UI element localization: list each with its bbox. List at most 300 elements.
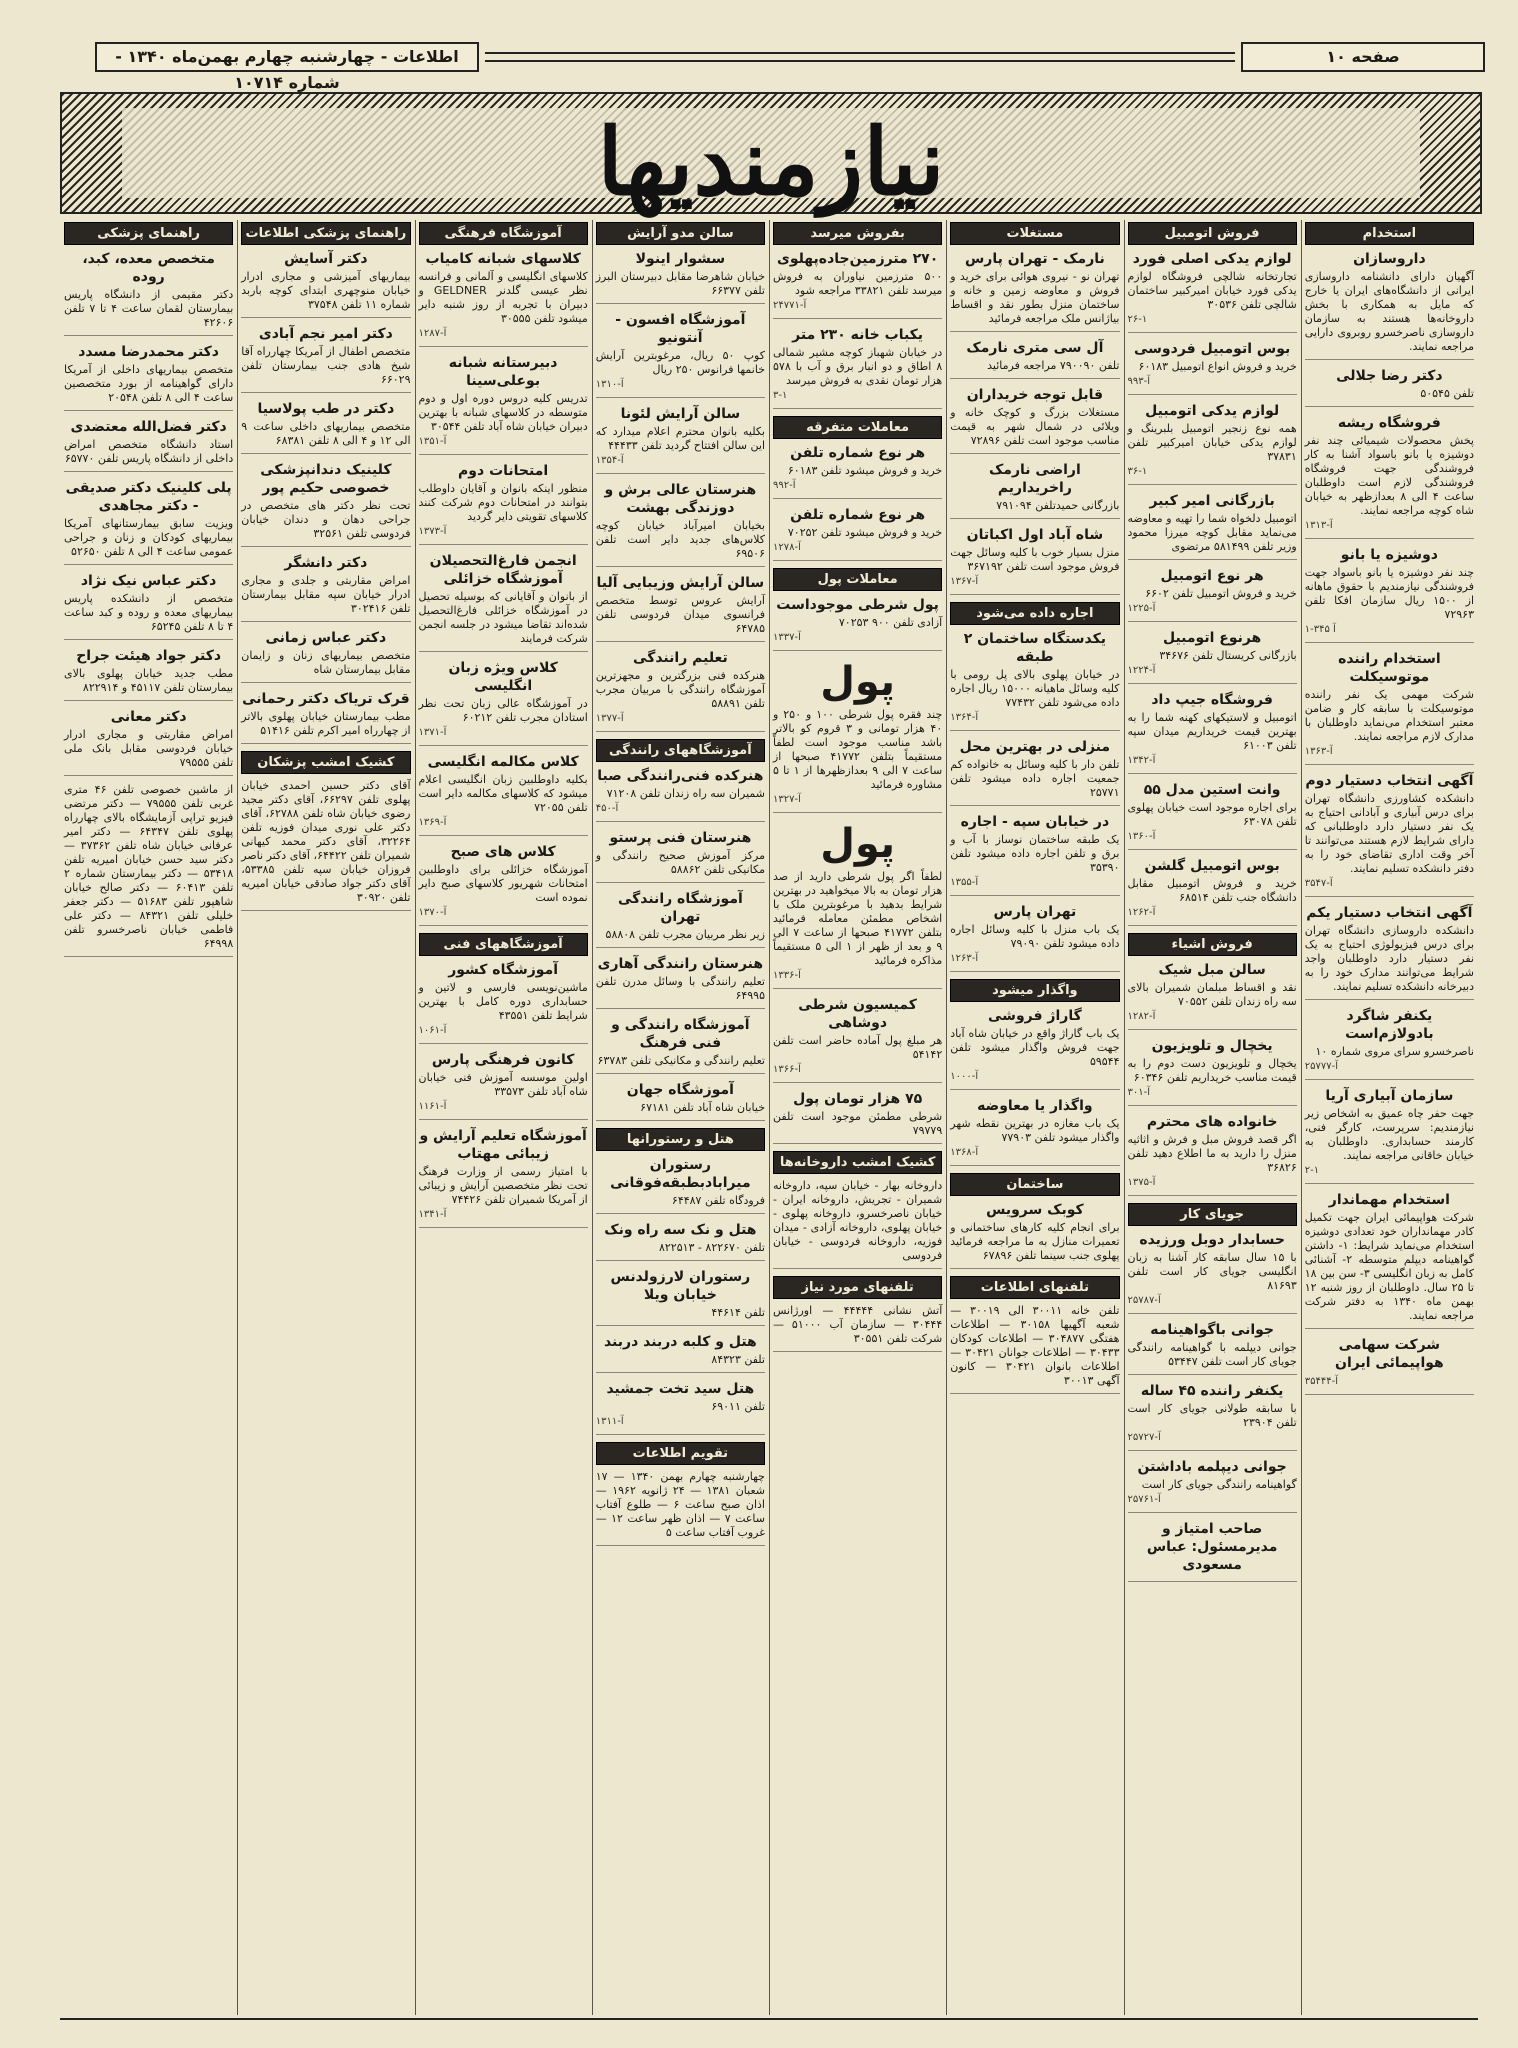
section-header: کشیک امشب پزشکان xyxy=(241,751,410,774)
ad-body: با ۱۵ سال سابقه کار آشنا به زبان انگلیسی جویای کار است تلفن ۸۱۶۹۳ xyxy=(1127,1251,1297,1292)
classified-ad xyxy=(950,1304,1119,1394)
ad-body: در آموزشگاه عالی زبان تحت نظر استادان مجرب تلفن ۶۰۲۱۲ xyxy=(418,697,588,724)
classified-ad xyxy=(596,829,765,883)
ad-title: کانون فرهنگی پارس xyxy=(431,1052,575,1068)
ad-body: ناصرخسرو سرای مروی شماره ۱۰ xyxy=(1315,1045,1474,1058)
ad-body: منزل بسیار خوب با کلیه وسائل جهت فروش موجود است تلفن ۳۶۷۱۹۲ xyxy=(950,546,1120,573)
ad-title: فروشگاه جیپ داد xyxy=(1151,692,1273,708)
ad-body: هر مبلغ پول آماده حاضر است تلفن ۵۴۱۴۲ xyxy=(773,1034,943,1061)
ad-body: جوانی دیپلمه با گواهینامه رانندگی جویای کار است تلفن ۵۳۴۴۷ xyxy=(1127,1341,1297,1368)
ad-reference-number: ۱۳۱۳-آ xyxy=(1304,520,1333,531)
ad-title: ۷۵ هزار تومان پول xyxy=(793,1091,923,1107)
ad-reference-number: ۳۵۴۷-آ xyxy=(1304,878,1333,889)
column-rule xyxy=(1124,220,1125,2015)
classified-ad xyxy=(596,890,765,948)
ad-title: صاحب امتیاز و مدیرمسئول: عباس مسعودی xyxy=(1146,1521,1278,1573)
ad-body: اولین موسسه آموزش فنی خیابان شاه آباد تلفن ۳۳۵۷۳ xyxy=(418,1071,588,1098)
ad-body: اگر قصد فروش مبل و فرش و اثاثیه منزل را دارید به ما اطلاع دهید تلفن ۳۶۸۲۶ xyxy=(1127,1133,1297,1174)
ad-title: دبیرستانه شبانه بوعلی‌سینا xyxy=(448,355,558,389)
ad-title: بوس اتومبیل گلشن xyxy=(1144,858,1280,874)
ad-body: متخصص بیماریهای زنان و زایمان مقابل بیمارستان شاه xyxy=(241,649,411,676)
ad-title: هنرستان رانندگی آهاری xyxy=(597,956,764,972)
ad-body: چهارشنبه چهارم بهمن ۱۳۴۰ — ۱۷ شعبان ۱۳۸۱ — ۲۴ ژانویه ۱۹۶۲ — اذان صبح ساعت ۶ — طلوع آفتاب ساعت ۷ — اذان ظهر ساعت ۱۲ — غروب آفتاب ساعت ۵ xyxy=(595,1470,765,1539)
ad-reference-number: ۱۳۷۰-آ xyxy=(418,907,447,918)
ad-title: بوس اتومبیل فردوسی xyxy=(1134,341,1291,357)
ad-title: پلی کلینیک دکتر صدیقی - دکتر مجاهدی xyxy=(65,480,232,514)
ad-body: بکلیه داوطلبین زبان انگلیسی اعلام میشود که کلاسهای مکالمه دایر است تلفن ۷۲۰۵۵ xyxy=(418,773,588,814)
column-5 xyxy=(592,220,769,2015)
classified-ad xyxy=(241,629,410,683)
ad-title: هنرستان فنی پرستو xyxy=(609,830,752,846)
classified-ad xyxy=(419,250,588,347)
ad-body: مرکز آموزش صحیح رانندگی و مکانیکی تلفن ۵۸۸۶۲ xyxy=(595,849,765,876)
ad-title: رستوران میرابادبطبقه‌فوقانی xyxy=(610,1157,751,1191)
ad-body: مطب بیمارستان خیابان پهلوی بالاتر از چهارراه امیر اکرم تلفن ۵۱۴۱۶ xyxy=(241,710,411,737)
column-rule xyxy=(769,220,770,2015)
ad-body: تحت نظر دکتر های متخصص در جراحی دهان و دندان خیابان فردوسی تلفن ۳۲۵۶۱ xyxy=(241,499,411,540)
classified-ad xyxy=(419,552,588,652)
ad-body: تلفن ۵۰۵۴۵ xyxy=(1420,387,1474,400)
classified-ad xyxy=(773,1090,942,1144)
classified-ad xyxy=(1128,250,1297,333)
ad-title: آگهی انتخاب دستیار یکم xyxy=(1306,905,1473,921)
ad-title: کلاس های صبح xyxy=(450,844,556,860)
ad-reference-number: ۹۹۳-آ xyxy=(1127,376,1151,387)
ad-title: آموزشگاه جهان xyxy=(626,1082,734,1098)
ad-body: هنرکده فنی بزرگترین و مجهزترین آموزشگاه رانندگی با مربیان مجرب تلفن ۵۸۸۹۱ xyxy=(595,669,765,710)
ad-title: استخدام مهماندار xyxy=(1328,1192,1450,1208)
ad-body: تلفن ۸۴۳۲۳ xyxy=(711,1353,765,1366)
classified-ad xyxy=(1305,1007,1474,1080)
classified-ad xyxy=(950,1007,1119,1090)
ad-body: خرید و فروش اتومبیل مقابل دانشگاه جنب تلفن ۶۸۵۱۴ xyxy=(1127,877,1297,904)
ad-reference-number: ۱۲۲۴-آ xyxy=(1127,665,1156,676)
ad-body: آگهیان دارای دانشنامه داروسازی ایرانی از دانشگاه‌های ایران یا خارج که مایل به همکاری با بخش داروخانه‌ها هستند به سازمان داروسازی ناصرخسرو روبروی دارایی مراجعه نمایند. xyxy=(1304,270,1474,353)
ad-reference-number: ۱۰۶۱-آ xyxy=(418,1025,447,1036)
section-header: تلفنهای مورد نیاز xyxy=(773,1276,942,1299)
ad-reference-number: ۱۳۷۵-آ xyxy=(1127,1177,1156,1188)
ad-title: دکتر محمدرضا مسدد xyxy=(78,344,219,360)
ad-body: متخصص از دانشکده پاریس بیماریهای معده و روده و کبد ساعت ۴ تا ۸ تلفن ۶۵۲۴۵ xyxy=(64,592,234,633)
classified-ad xyxy=(1128,781,1297,850)
classified-ad xyxy=(1128,340,1297,395)
section-header: ساختمان xyxy=(950,1173,1119,1196)
classified-ad xyxy=(596,1016,765,1074)
classified-ad xyxy=(1305,1336,1474,1395)
ad-title: هر نوع شماره تلفن xyxy=(790,507,926,523)
classified-ad xyxy=(596,1156,765,1214)
ad-body: نقد و اقساط مبلمان شمیران بالای سه راه زندان تلفن ۷۰۵۵۲ xyxy=(1127,981,1297,1008)
ad-body: در خیابان پهلوی بالای پل رومی با کلیه وسائل ماهیانه ۱۵۰۰۰ ریال اجاره داده می‌شود تلفن ۷۷۴۳۲ xyxy=(950,668,1120,709)
section-header: آموزشگاه فرهنگی xyxy=(419,222,588,245)
classified-ad xyxy=(419,659,588,746)
classified-ad xyxy=(950,461,1119,519)
ad-title: آل سی متری نارمک xyxy=(966,340,1104,356)
classified-ad xyxy=(950,1097,1119,1166)
ad-title: پول xyxy=(820,659,896,705)
ad-title: قرک تریاک دکتر رحمانی xyxy=(242,691,410,707)
ad-title: دکتر عباس زمانی xyxy=(265,630,387,646)
ad-reference-number: ۲۵۷۶۱-آ xyxy=(1127,1494,1161,1505)
ad-title: شرکت سهامی هواپیمائی ایران xyxy=(1335,1337,1444,1371)
classified-ad xyxy=(241,461,410,547)
classified-ad xyxy=(1305,250,1474,360)
classified-ad xyxy=(241,690,410,744)
ad-reference-number: ۱۳۴۱-آ xyxy=(418,1209,447,1220)
ad-reference-number: ۱۳۶۴-آ xyxy=(950,712,979,723)
classified-ad xyxy=(1128,1321,1297,1375)
section-header: تقویم اطلاعات xyxy=(596,1442,765,1465)
ad-title: قابل توجه خریداران xyxy=(966,387,1104,403)
ad-reference-number: ۲۴۷۷۱-آ xyxy=(773,300,807,311)
ad-body: چند فقره پول شرطی ۱۰۰ و ۲۵۰ و ۴۰ هزار تومانی و ۳ قروم کو بالاتر باشد مناسب موجود است لطفاً مستقیماً بتلفن ۴۱۷۷۲ صبحها از ساعت ۷ الی ۹ بعدازظهرها از ۱ تا ۵ مشاوره فرمائید xyxy=(773,708,943,791)
ad-title: دکتر معانی xyxy=(110,709,187,725)
classified-ad xyxy=(596,481,765,567)
ad-reference-number: ۱۳۷۷-آ xyxy=(595,713,624,724)
ad-reference-number: ۱۳۷۱-آ xyxy=(418,727,447,738)
ad-body: خیابان شاه آباد تلفن ۶۷۱۸۱ xyxy=(640,1101,765,1114)
ad-body: جهت حفر چاه عمیق به اشخاص زیر نیازمندیم: سرپرست، کارگر فنی، کارمند حسابداری. داوطلبان به خیابان خاقانی مراجعه نمایند. xyxy=(1304,1107,1474,1162)
ad-reference-number: ۹۹۲-آ xyxy=(773,480,796,491)
classified-ad xyxy=(419,1051,588,1120)
column-6 xyxy=(415,220,592,2015)
ad-title: خانواده های محترم xyxy=(1146,1114,1278,1130)
ad-reference-number: ۱۲۷۸-آ xyxy=(773,542,801,553)
ad-body: متخصص بیماریهای داخلی ساعت ۹ الی ۱۲ و ۴ الی ۸ تلفن ۶۸۳۸۱ xyxy=(241,420,411,447)
classified-ad xyxy=(1305,367,1474,407)
page-number: صفحه ۱۰ xyxy=(1241,42,1485,72)
ad-body: دانشکده کشاورزی دانشگاه تهران برای درس آبیاری و آبادانی احتیاج به یک نفر دستیار دارد داوطلبانی که دارای شرایط لازم هستند می‌توانند تا آخر وقت اداری تقاضای خود را به دفتر دانشکده تسلیم نمایند. xyxy=(1304,792,1474,875)
classified-ad xyxy=(950,250,1119,332)
ad-title: وانت استین مدل ۵۵ xyxy=(1143,782,1281,798)
ad-reference-number: ۲۵۷۸۷-آ xyxy=(1127,1295,1161,1306)
classified-ad xyxy=(1128,691,1297,774)
classified-ad xyxy=(64,343,233,411)
ad-reference-number: ۱۳۳۶-آ xyxy=(773,970,801,981)
column-8 xyxy=(60,220,237,2015)
ad-body: برای انجام کلیه کارهای ساختمانی و تعمیرات منازل به ما مراجعه فرمائید پهلوی جنب سینما تلفن ۶۷۸۹۶ xyxy=(950,1221,1120,1262)
ad-title: واگذار یا معاوضه xyxy=(977,1098,1093,1114)
classified-ad xyxy=(64,708,233,776)
classified-ad xyxy=(1128,1458,1297,1513)
ad-title: کلاسهای شبانه کامیاب xyxy=(425,251,581,267)
ad-body: تعلیم رانندگی با وسائل مدرن تلفن ۶۴۹۹۵ xyxy=(595,975,765,1002)
ad-reference-number: ۱۳۶۰-آ xyxy=(1127,831,1156,842)
footer-rule xyxy=(60,2018,1478,2020)
ad-title: یکباب خانه ۲۳۰ متر xyxy=(792,327,924,343)
section-header: استخدام xyxy=(1305,222,1474,245)
ad-body: از بانوان و آقایانی که بوسیله تحصیل در آموزشگاه خزائلی فارغ‌التحصیل شده‌اند تقاضا میشود در جلسه انجمن شرکت فرمایند xyxy=(418,590,588,645)
ad-body: بخیابان امیرآباد خیابان کوچه کلاس‌های جدید دایر است تلفن ۶۹۵۰۶ xyxy=(595,519,765,560)
ad-title: سشوار اینولا xyxy=(635,251,726,267)
ad-title: هتل و کلبه دربند دربند xyxy=(603,1334,757,1350)
ad-title: جوانی باگواهینامه xyxy=(1150,1322,1274,1338)
classified-ad xyxy=(950,339,1119,379)
ad-body: کلاسهای انگلیسی و آلمانی و فرانسه نظر عیسی گلدنر GELDNER و دبیران با تجربه از روز شنبه دایر میشود تلفن ۳۰۵۵۵ xyxy=(418,270,588,325)
ad-title: جوانی دیپلمه باداشتن xyxy=(1137,1459,1287,1475)
classified-ad xyxy=(773,444,942,499)
classified-ad xyxy=(596,955,765,1009)
classified-ad xyxy=(1305,546,1474,643)
ad-body: در خیابان شهباز کوچه مشیر شمالی ۸ اطاق و دو انبار برق و آب با ۵۷۸ هزار تومان نقدی به فروش میرسد xyxy=(773,346,943,387)
ad-title: آگهی انتخاب دستیار دوم xyxy=(1305,773,1474,789)
classified-ad xyxy=(419,753,588,836)
classified-ad xyxy=(950,813,1119,896)
classified-ad xyxy=(596,1081,765,1121)
ad-body: ماشین‌نویسی فارسی و لاتین و حسابداری دوره کامل با بهترین شرایط تلفن ۴۳۵۵۱ xyxy=(418,981,588,1022)
ad-title: دکتر فضل‌الله معتضدی xyxy=(70,419,227,435)
ad-body: دانشکده داروسازی دانشگاه تهران برای درس فیزیولوژی احتیاج به یک نفر دستیار دارد داوطلبان واجد شرایط می‌توانند مدارک خود را به دبیرخانه دانشکده تسلیم نمایند. xyxy=(1304,924,1474,993)
ad-title: یکنفر راننده ۴۵ ساله xyxy=(1140,1383,1284,1399)
ad-body: اتومبیل دلخواه شما را تهیه و معاوضه می‌نماید مقابل کوچه میرزا محمود وزیر تلفن ۵۸۱۴۹۹ مرتضوی xyxy=(1127,512,1297,553)
ad-body: متخصص اطفال از آمریکا چهارراه آقا شیخ هادی جنب بیمارستان تلفن ۶۶۰۲۹ xyxy=(241,345,411,386)
ad-title: پول xyxy=(820,821,896,867)
ad-title: تعلیم رانندگی xyxy=(633,650,728,666)
ad-title: کمیسیون شرطی دوشاهی xyxy=(798,997,917,1031)
ad-body: امراض مقاربتی و جلدی و مجاری ادرار خیابان سپه مقابل بیمارستان تلفن ۳۰۲۴۱۶ xyxy=(241,574,411,615)
ad-title: یکنفر شاگرد بادولازم‌است xyxy=(1345,1008,1434,1042)
ad-title: نارمک - تهران پارس xyxy=(964,251,1105,267)
section-header: راهنمای پزشکی xyxy=(64,222,233,245)
ad-body: خرید و فروش میشود تلفن ۶۰۱۸۳ xyxy=(787,464,943,477)
ad-title: هتل سید تخت جمشید xyxy=(606,1381,755,1397)
ad-title: امتحانات دوم xyxy=(458,463,549,479)
ad-body: تلفن ۴۴۶۱۴ xyxy=(711,1306,765,1319)
ad-reference-number: ۱۳۴۲-آ xyxy=(1127,755,1156,766)
ad-title: آموزشگاه کشور xyxy=(448,962,559,978)
classified-ad xyxy=(1305,772,1474,897)
classified-ad xyxy=(1128,857,1297,926)
section-header: سالن مدو آرایش xyxy=(596,222,765,245)
section-header: کشیک امشب داروخانه‌ها xyxy=(773,1151,942,1174)
ad-title: سالن آرایش لئونا xyxy=(620,406,741,422)
classified-ad xyxy=(773,250,942,319)
classified-ad xyxy=(950,903,1119,972)
ad-body: کوپ ۵۰ ریال، مرغوبترین آرایش خانمها فرانوس ۲۵۰ ریال xyxy=(595,349,765,376)
classified-ad xyxy=(596,1268,765,1326)
classified-ad xyxy=(950,738,1119,806)
classified-ad xyxy=(419,843,588,926)
ad-body: آزادی تلفن ۹۰۰ ۷۰۲۵۳ xyxy=(838,616,943,629)
ad-title: دکتر دانشگر xyxy=(284,555,368,571)
classified-ad xyxy=(773,820,942,989)
classified-ad xyxy=(1128,1037,1297,1106)
ad-body: چند نفر دوشیزه یا بانو باسواد جهت فروشندگی نیازمندیم با حقوق ماهانه از ۱۵۰۰ ریال سازمان افکا تلفن ۷۲۹۶۳ xyxy=(1304,566,1474,621)
ad-title: یخچال و تلویزیون xyxy=(1151,1038,1273,1054)
classified-ad xyxy=(64,647,233,701)
ad-body: شرکت مهمی یک نفر راننده موتوسیکلت با سابقه کار و ضامن معتبر استخدام می‌نماید داوطلبان با مدارک لازم مراجعه نمایند. xyxy=(1304,688,1474,743)
ad-body: از ماشین خصوصی تلفن ۴۶ متری غربی تلفن ۷۹۵۵۵ — دکتر مرتضی فیزیو تراپی آزمایشگاه بالای چهارراه پهلوی تلفن ۶۴۳۴۷ — دکتر امیر عرفانی خیابان شاه تلفن ۳۷۳۶۲ — دکتر سید حسن خیابان امیریه تلفن ۵۳۴۱۸ — دکتر بیمارستان شماره ۲ تلفن ۶۰۴۱۳ — دکتر صالح خیابان شاهپور تلفن ۵۱۶۸۳ — دکتر جعفر خلیلی تلفن ۸۴۳۲۱ — دکتر علی فاطمی خیابان ناصرخسرو تلفن ۶۴۹۹۸ xyxy=(64,783,234,950)
ad-body: مطب جدید خیابان پهلوی بالای بیمارستان تلفن ۴۵۱۱۷ و ۸۲۲۹۱۴ xyxy=(64,667,234,694)
ad-title: سازمان آبیاری آریا xyxy=(1325,1088,1454,1104)
classified-ad xyxy=(773,658,942,813)
ad-body: یک باب مغازه در بهترین نقطه شهر واگذار میشود تلفن ۷۷۹۰۳ xyxy=(950,1117,1120,1144)
ad-reference-number: ۱۳۵۱-آ xyxy=(418,436,447,447)
ad-body: تلفن دار با کلیه وسائل به خانواده کم جمعیت اجاره داده میشود تلفن ۲۵۷۷۱ xyxy=(950,758,1120,799)
ad-body: آرایش عروس توسط متخصص فرانسوی میدان فردوسی تلفن ۶۴۷۸۵ xyxy=(595,594,765,635)
classified-ad xyxy=(773,996,942,1083)
classified-ad xyxy=(596,250,765,304)
ad-title: لوازم یدکی اصلی فورد xyxy=(1132,251,1292,267)
ad-reference-number: ۱۳۷۳-آ xyxy=(418,526,447,537)
ad-reference-number: ۲۵۷۲۷-آ xyxy=(1127,1432,1161,1443)
ad-title: حسابدار دوبل ورزیده xyxy=(1139,1232,1285,1248)
classified-ad xyxy=(596,311,765,398)
ad-body: پخش محصولات شیمیائی چند نفر دوشیزه یا بانو باسواد آشنا به کار فروشندگی جهت فروشگاه فروشندگی لازم است داوطلبان ساعت ۴ الی ۸ بعدازظهر به خیابان شاه کوچه مراجعه نمایند. xyxy=(1304,434,1474,517)
page-header xyxy=(95,40,1485,92)
section-header: آموزشگاههای رانندگی xyxy=(596,739,765,762)
ad-body: بازرگانی کریستال تلفن ۳۴۶۷۶ xyxy=(1159,649,1297,662)
classified-ad xyxy=(1128,1113,1297,1196)
ad-reference-number: ۱۲۶۲-آ xyxy=(1127,907,1156,918)
column-rule xyxy=(237,220,238,2015)
classified-ad xyxy=(1305,904,1474,1000)
classified-ad xyxy=(596,649,765,732)
section-header: آموزشگاههای فنی xyxy=(419,933,588,956)
ad-title: شاه آباد اول اکباتان xyxy=(966,527,1104,543)
ad-body: آقای دکتر حسین احمدی خیابان پهلوی تلفن ۶۶۲۹۷، آقای دکتر مجید رضوی خیابان شاه تلفن ۶۲۷۸۸، آقای دکتر علی نوری میدان فوزیه تلفن ۳۲۲۶۴، آقای دکتر محمد کیهانی شمیران تلفن ۶۴۴۲۲، آقای دکتر ناصر فروزان خیابان سپه تلفن ۵۳۳۸۵، آقای دکتر جواد صادقی خیابان امیریه تلفن ۳۰۹۲۰ xyxy=(241,779,411,904)
ad-title: هنرستان عالی برش و دوزندگی بهشت xyxy=(604,482,757,516)
ad-title: لوازم یدکی اتومبیل xyxy=(1145,403,1280,419)
ad-body: تلفن خانه ۳۰۰۱۱ الی ۳۰۰۱۹ — شعبه آگهیها ۳۰۱۵۸ — اطلاعات هفتگی ۳۰۴۸۷۷ — اطلاعات کودکان ۳۰۴۳۳ — اطلاعات جوانان ۳۰۴۲۱ — اطلاعات بانوان ۳۰۴۲۱ — کانون آگهی ۳۰۰۱۳ xyxy=(950,1304,1120,1387)
section-header: فروش اتومبیل xyxy=(1128,222,1297,245)
classified-ad xyxy=(1128,492,1297,560)
ad-body: آتش نشانی ۴۴۴۴۴ — اورژانس ۳۰۴۴۴ — سازمان آب ۵۱۰۰۰ — شرکت تلفن ۳۰۵۵۱ xyxy=(773,1304,943,1345)
ad-body: دکتر مقیمی از دانشگاه پاریس بیمارستان لقمان ساعت ۴ تا ۷ تلفن ۴۲۶۰۶ xyxy=(64,288,234,329)
masthead-title: نیازمندیها xyxy=(122,108,1420,198)
ad-body: برای اجاره موجود است خیابان پهلوی تلفن ۶۳۰۷۸ xyxy=(1127,801,1297,828)
ad-title: هنرکده فنی‌رانندگی صبا xyxy=(597,768,764,784)
ad-body: ویزیت سابق بیمارستانهای آمریکا بیماریهای کودکان و زنان و جراحی عمومی ساعت ۴ الی ۸ تلفن ۵۲۶۵۰ xyxy=(64,517,234,558)
classified-ad xyxy=(241,400,410,454)
ad-reference-number: ۱۲۶۳-آ xyxy=(950,953,979,964)
ad-reference-number: ۱۲۲۵-آ xyxy=(1127,603,1156,614)
column-7 xyxy=(237,220,414,2015)
column-rule xyxy=(1301,220,1302,2015)
ad-body: شمیران سه راه زندان تلفن ۷۱۲۰۸ xyxy=(606,787,765,800)
classified-ad xyxy=(1128,961,1297,1030)
ad-body: یک طبقه ساختمان نوساز با آب و برق و تلفن اجاره داده میشود تلفن ۳۵۳۹۰ xyxy=(950,833,1120,874)
ad-title: دکتر رضا جلالی xyxy=(1336,368,1443,384)
classified-ad xyxy=(1128,567,1297,622)
classified-ad xyxy=(241,325,410,393)
column-3 xyxy=(946,220,1123,2015)
column-1 xyxy=(1301,220,1478,2015)
ad-title: آموزشگاه رانندگی تهران xyxy=(617,891,743,925)
ad-body: فرودگاه تلفن ۶۴۴۸۷ xyxy=(671,1194,765,1207)
ad-reference-number: ۳۶-۱ xyxy=(1127,466,1148,477)
classified-ad xyxy=(773,596,942,651)
ad-body: تهران نو - نیروی هوائی برای خرید و فروش و معاوضه زمین و خانه و ساختمان منزل بطور نقد و اقساط بیاژانس ملک مراجعه فرمائید xyxy=(950,270,1120,325)
ad-title: انجمن فارغ‌التحصیلان آموزشگاه خزائلی xyxy=(429,553,577,587)
ad-reference-number: ۱۲۸۲-آ xyxy=(1127,1011,1156,1022)
masthead-banner xyxy=(60,92,1482,214)
ad-body: گواهینامه رانندگی جویای کار است xyxy=(1141,1478,1297,1491)
ad-body: ۵۰۰ مترزمین نیاوران به فروش میرسد تلفن ۳۳۸۲۱ مراجعه شود xyxy=(773,270,943,297)
ad-body: یخچال و تلویزیون دست دوم را به قیمت مناسب خریداریم تلفن ۶۰۳۴۶ xyxy=(1127,1057,1297,1084)
ad-body: آموزشگاه خزائلی برای داوطلبین امتحانات شهریور کلاسهای صبح دایر نموده است xyxy=(418,863,588,904)
section-header: تلفنهای اطلاعات xyxy=(950,1276,1119,1299)
ad-reference-number: ۱۳۶۶-آ xyxy=(773,1064,801,1075)
classified-ad xyxy=(1128,402,1297,485)
ad-title: آموزشگاه تعلیم آرایش و زیبائی مهتاب xyxy=(419,1128,587,1162)
classified-ad xyxy=(1305,650,1474,765)
ad-body: شرطی مطمئن موجود است تلفن ۷۹۷۷۹ xyxy=(773,1110,943,1137)
ad-title: دکتر جواد هیئت جراح xyxy=(76,648,222,664)
ad-body: استاد دانشگاه متخصص امراض داخلی از دانشگاه پاریس تلفن ۶۵۷۷۰ xyxy=(64,438,234,465)
ad-body: امراض مقاربتی و مجاری ادرار خیابان فردوسی مقابل بانک ملی تلفن ۷۹۵۵۵ xyxy=(64,728,234,769)
classified-ad xyxy=(1128,629,1297,684)
classified-ad xyxy=(596,1380,765,1435)
ad-reference-number: ۱۳۶۳-آ xyxy=(1304,746,1333,757)
ad-body: اتومبیل و لاستیکهای کهنه شما را به بهترین قیمت خریداریم میدان سپه تلفن ۶۱۰۰۳ xyxy=(1127,711,1297,752)
classified-ad xyxy=(64,250,233,336)
section-header: معاملات پول xyxy=(773,568,942,591)
column-rule xyxy=(415,220,416,2015)
ad-body: بازرگانی حمیدتلفن ۷۹۱۰۹۴ xyxy=(996,499,1120,512)
ad-title: دکتر عباس نیک نژاد xyxy=(80,573,217,589)
classified-ad xyxy=(950,1201,1119,1269)
classified-ad xyxy=(419,354,588,455)
classified-ad xyxy=(773,1304,942,1352)
classified-ad xyxy=(950,386,1119,454)
classified-ad xyxy=(950,526,1119,595)
classified-ad xyxy=(596,1221,765,1261)
classified-ad xyxy=(596,405,765,474)
ad-reference-number: ۱۳۵۴-آ xyxy=(595,455,624,466)
ad-title: یکدستگاه ساختمان ۲ طبقه xyxy=(963,631,1107,665)
ad-body: تدریس کلیه دروس دوره اول و دوم متوسطه در کلاسهای شبانه با بهترین دبیران خیابان شاه آباد تلفن ۳۰۵۴۴ xyxy=(418,392,588,433)
ad-body: خرید و فروش اتومبیل تلفن ۶۶۰۲ xyxy=(1145,587,1297,600)
header-rule xyxy=(485,52,1235,62)
classified-ad xyxy=(419,462,588,545)
ad-reference-number: ۳۰۱-آ xyxy=(1127,1087,1151,1098)
section-header: واگذار میشود xyxy=(950,979,1119,1002)
ad-reference-number: ۱۳۶۸-آ xyxy=(950,1147,979,1158)
ad-title: متخصص معده، کبد، روده xyxy=(82,251,215,285)
classified-ad xyxy=(1305,1191,1474,1329)
ad-body: همه نوع زنجیر اتومبیل بلبرینگ و لوازم یدکی خیابان امیرکبیر تلفن ۳۷۸۳۱ xyxy=(1127,422,1297,463)
ad-body: تجارتخانه شالچی فروشگاه لوازم یدکی فورد خیابان امیرکبیر ساختمان شالچی تلفن ۳۰۵۳۶ xyxy=(1127,270,1297,311)
ad-body: زیر نظر مربیان مجرب تلفن ۵۸۸۰۸ xyxy=(605,928,765,941)
section-header: فروش اشیاء xyxy=(1128,933,1297,956)
section-header: اجاره داده می‌شود xyxy=(950,602,1119,625)
ad-reference-number: ۱۳۶۷-آ xyxy=(950,576,979,587)
ad-body: بکلیه بانوان محترم اعلام میدارد که این سالن افتتاح گردید تلفن ۴۴۴۳۳ xyxy=(595,425,765,452)
ad-title: هر نوع اتومبیل xyxy=(1160,568,1264,584)
column-2 xyxy=(1124,220,1301,2015)
ad-body: با امتیاز رسمی از وزارت فرهنگ تحت نظر متخصصین آرایش و زیبائی از آمریکا شمیران تلفن ۷۴۴۲۶ xyxy=(418,1165,588,1206)
classified-ad xyxy=(64,783,233,957)
issue-info: اطلاعات - چهارشنبه چهارم بهمن‌ماه ۱۳۴۰ - شماره ۱۰۷۱۴ xyxy=(95,42,479,72)
classified-ad xyxy=(773,506,942,561)
classified-ad xyxy=(596,1333,765,1373)
section-header: بفروش میرسد xyxy=(773,222,942,245)
ad-body: تلفن ۷۹۰۰۹۰ مراجعه فرمائید xyxy=(987,359,1120,372)
classified-ad xyxy=(1305,1087,1474,1184)
classified-ad xyxy=(1305,414,1474,539)
ad-title: گاراژ فروشی xyxy=(988,1008,1082,1024)
ad-body: یک باب منزل با کلیه وسائل اجاره داده میشود تلفن ۷۹۰۹۰ xyxy=(950,923,1120,950)
ad-title: دوشیزه یا بانو xyxy=(1340,547,1438,563)
ad-title: فروشگاه ریشه xyxy=(1337,415,1441,431)
classified-ad xyxy=(64,418,233,472)
classified-ad xyxy=(419,1127,588,1228)
ad-reference-number: ۲-۱ xyxy=(1304,1165,1320,1176)
classified-ad xyxy=(1128,1520,1297,1582)
ad-reference-number: ۱۳۲۷-آ xyxy=(773,794,801,805)
section-header: هتل و رستورانها xyxy=(596,1128,765,1151)
